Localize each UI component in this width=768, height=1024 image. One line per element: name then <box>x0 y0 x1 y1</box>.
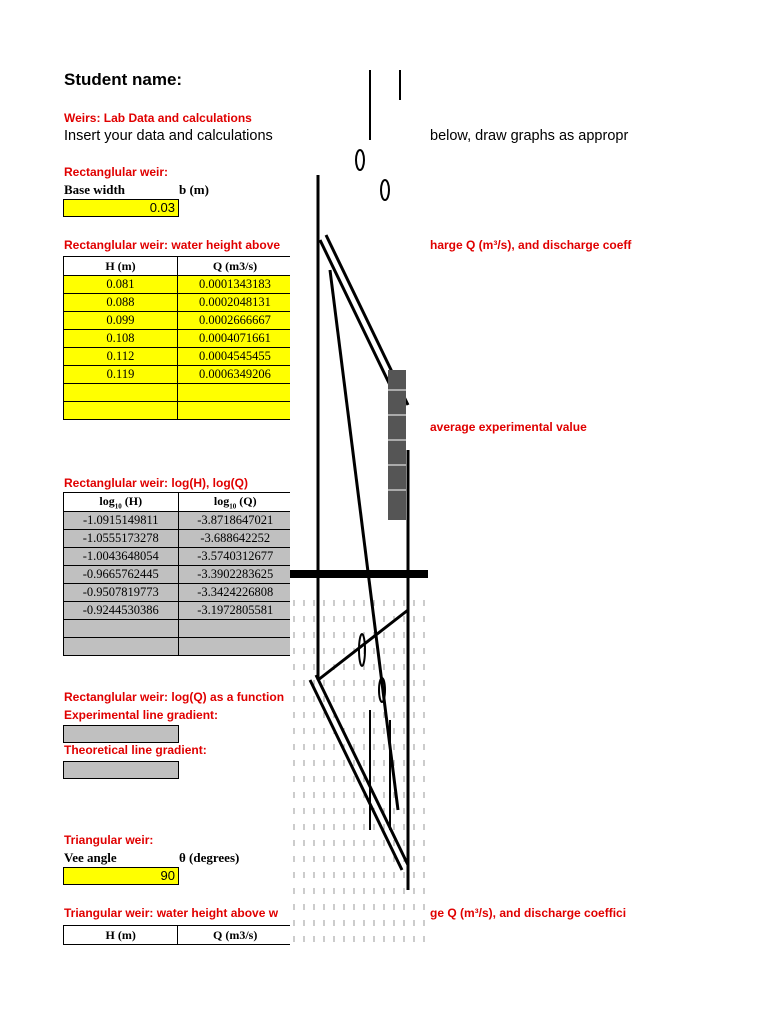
section-title: Weirs: Lab Data and calculations <box>64 111 252 125</box>
table-row <box>64 566 293 584</box>
log-h-cell: -1.0915149811 <box>64 512 179 530</box>
table-row <box>64 384 293 402</box>
corrupted-image-overlay <box>290 70 428 946</box>
log-q-cell <box>178 620 293 638</box>
rect-weir-heading: Rectanglular weir: <box>64 165 169 179</box>
h-cell[interactable] <box>64 384 178 402</box>
log-h-cell <box>64 620 179 638</box>
tri-weir-heading: Triangular weir: <box>64 833 154 847</box>
rect-table-heading: Rectanglular weir: water height above <box>64 238 281 252</box>
table-row <box>64 330 293 348</box>
table-row <box>64 620 293 638</box>
table-row <box>64 402 293 420</box>
vee-angle-input[interactable]: 90 <box>63 867 179 885</box>
log-q-cell: -3.5740312677 <box>178 548 293 566</box>
log-h-cell: -0.9665762445 <box>64 566 179 584</box>
q-cell[interactable]: 0.0002048131 <box>177 294 292 312</box>
col-header-log-h: $\log_{10} (H)$ <box>64 493 179 512</box>
q-cell[interactable]: 0.0004071661 <box>177 330 292 348</box>
log-q-cell: -3.8718647021 <box>178 512 293 530</box>
tri-table-heading: Triangular weir: water height above w <box>64 906 279 920</box>
q-cell[interactable]: 0.0004545455 <box>177 348 292 366</box>
tri-table-heading-tail: ge Q (m³/s), and discharge coeffici <box>430 906 627 920</box>
table-row <box>64 548 293 566</box>
theoretical-gradient-label: Theoretical line gradient: <box>64 743 207 757</box>
experimental-gradient-label: Experimental line gradient: <box>64 708 219 722</box>
table-row <box>64 638 293 656</box>
student-name-label: Student name: <box>64 70 183 89</box>
base-width-input[interactable]: 0.03 <box>63 199 179 217</box>
log-q-cell: -3.3902283625 <box>178 566 293 584</box>
log-data-table <box>63 492 293 656</box>
h-cell[interactable]: 0.112 <box>64 348 178 366</box>
table-row <box>64 294 293 312</box>
col-header-h: H (m) <box>64 926 178 945</box>
theoretical-gradient-cell <box>63 761 179 779</box>
vee-angle-label: Vee angle <box>64 850 117 865</box>
h-cell[interactable]: 0.081 <box>64 276 178 294</box>
experimental-gradient-cell <box>63 725 179 743</box>
overlay-artifact-graphic <box>290 70 428 946</box>
log-q-cell: -3.3424226808 <box>178 584 293 602</box>
tri-data-table <box>63 925 293 945</box>
table-row <box>64 584 293 602</box>
col-header-q: Q (m3/s) <box>178 926 293 945</box>
h-cell[interactable]: 0.088 <box>64 294 178 312</box>
log-h-cell <box>64 638 179 656</box>
table-row <box>64 530 293 548</box>
base-width-label: Base width <box>64 182 126 197</box>
table-row <box>64 602 293 620</box>
log-h-cell: -1.0043648054 <box>64 548 179 566</box>
log-h-cell: -1.0555173278 <box>64 530 179 548</box>
instructions-text-tail: below, draw graphs as appropr <box>430 128 629 144</box>
col-header-log-q: $\log_{10} (Q)$ <box>178 493 293 512</box>
average-note: average experimental value <box>430 420 587 434</box>
table-row <box>64 366 293 384</box>
log-q-cell <box>178 638 293 656</box>
q-cell[interactable]: 0.0001343183 <box>177 276 292 294</box>
b-unit-label: b (m) <box>179 182 209 197</box>
table-row <box>64 348 293 366</box>
col-header-h: H (m) <box>64 257 178 276</box>
log-h-cell: -0.9244530386 <box>64 602 179 620</box>
q-cell[interactable]: 0.0006349206 <box>177 366 292 384</box>
rect-table-heading-tail: harge Q (m³/s), and discharge coeff <box>430 238 632 252</box>
q-cell[interactable]: 0.0002666667 <box>177 312 292 330</box>
table-row <box>64 312 293 330</box>
table-row <box>64 512 293 530</box>
log-q-cell: -3.1972805581 <box>178 602 293 620</box>
h-cell[interactable]: 0.108 <box>64 330 178 348</box>
h-cell[interactable]: 0.119 <box>64 366 178 384</box>
log-h-cell: -0.9507819773 <box>64 584 179 602</box>
h-cell[interactable] <box>64 402 178 420</box>
q-cell[interactable] <box>177 402 292 420</box>
h-cell[interactable]: 0.099 <box>64 312 178 330</box>
q-cell[interactable] <box>177 384 292 402</box>
theta-label: θ (degrees) <box>179 850 240 865</box>
log-q-cell: -3.688642252 <box>178 530 293 548</box>
table-row <box>64 276 293 294</box>
col-header-q: Q (m3/s) <box>177 257 292 276</box>
instructions-text: Insert your data and calculations <box>64 128 273 144</box>
rect-data-table <box>63 256 293 420</box>
gradient-heading: Rectanglular weir: log(Q) as a function <box>64 690 285 704</box>
log-table-heading: Rectanglular weir: log(H), log(Q) <box>64 476 249 490</box>
